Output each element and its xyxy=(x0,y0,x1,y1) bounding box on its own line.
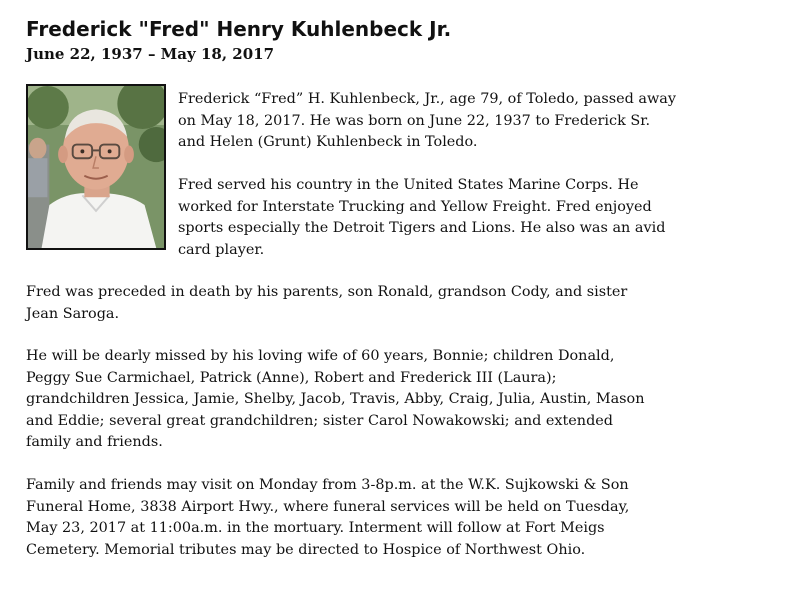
text-line: card player. xyxy=(178,241,265,258)
text-line: Fred was preceded in death by his parents, son Ronald, grandson Cody, and sister xyxy=(26,284,628,300)
text-line: Fred served his country in the United States Marine Corps. He xyxy=(178,177,639,193)
text-line: and Helen (Grunt) Kuhlenbeck in Toledo. xyxy=(178,134,478,150)
paragraph-survivors xyxy=(26,346,645,454)
portrait-illustration xyxy=(28,86,164,248)
text-line: Peggy Sue Carmichael, Patrick (Anne), Robert and Frederick III (Laura); xyxy=(26,369,557,386)
text-line: and Eddie; several great grandchildren; sister Carol Nowakowski; and extended xyxy=(26,412,614,429)
text-line: Jean Saroga. xyxy=(26,305,120,322)
text-line: worked for Interstate Trucking and Yellow Freight. Fred enjoyed xyxy=(178,198,652,215)
paragraph-services xyxy=(26,475,629,561)
paragraph-preceded xyxy=(26,282,627,325)
obituary-dates: June 22, 1937 – May 18, 2017 xyxy=(26,45,275,63)
text-line: on May 18, 2017. He was born on June 22, 1937 to Frederick Sr. xyxy=(178,112,651,129)
text-line: May 23, 2017 at 11:00a.m. in the mortuary. Interment will follow at Fort Meigs xyxy=(26,520,605,536)
portrait-photo xyxy=(26,84,166,250)
text-line: sports especially the Detroit Tigers and Lions. He also was an avid xyxy=(178,220,666,236)
text-line: grandchildren Jessica, Jamie, Shelby, Jacob, Travis, Abby, Craig, Julia, Austin, Mason xyxy=(26,391,645,407)
text-line: Funeral Home, 3838 Airport Hwy., where funeral services will be held on Tuesday, xyxy=(26,498,630,515)
paragraph-birth xyxy=(178,89,676,154)
text-line: Frederick “Fred” H. Kuhlenbeck, Jr., age 79, of Toledo, passed away xyxy=(178,91,676,107)
text-line: Cemetery. Memorial tributes may be directed to Hospice of Northwest Ohio. xyxy=(26,541,586,558)
text-line: Family and friends may visit on Monday from 3-8p.m. at the W.K. Sujkowski & Son xyxy=(26,477,629,493)
paragraph-career xyxy=(178,175,665,261)
text-line: family and friends. xyxy=(26,434,163,450)
obituary-title: Frederick "Fred" Henry Kuhlenbeck Jr. xyxy=(26,17,452,41)
text-line: He will be dearly missed by his loving wife of 60 years, Bonnie; children Donald, xyxy=(26,348,615,364)
